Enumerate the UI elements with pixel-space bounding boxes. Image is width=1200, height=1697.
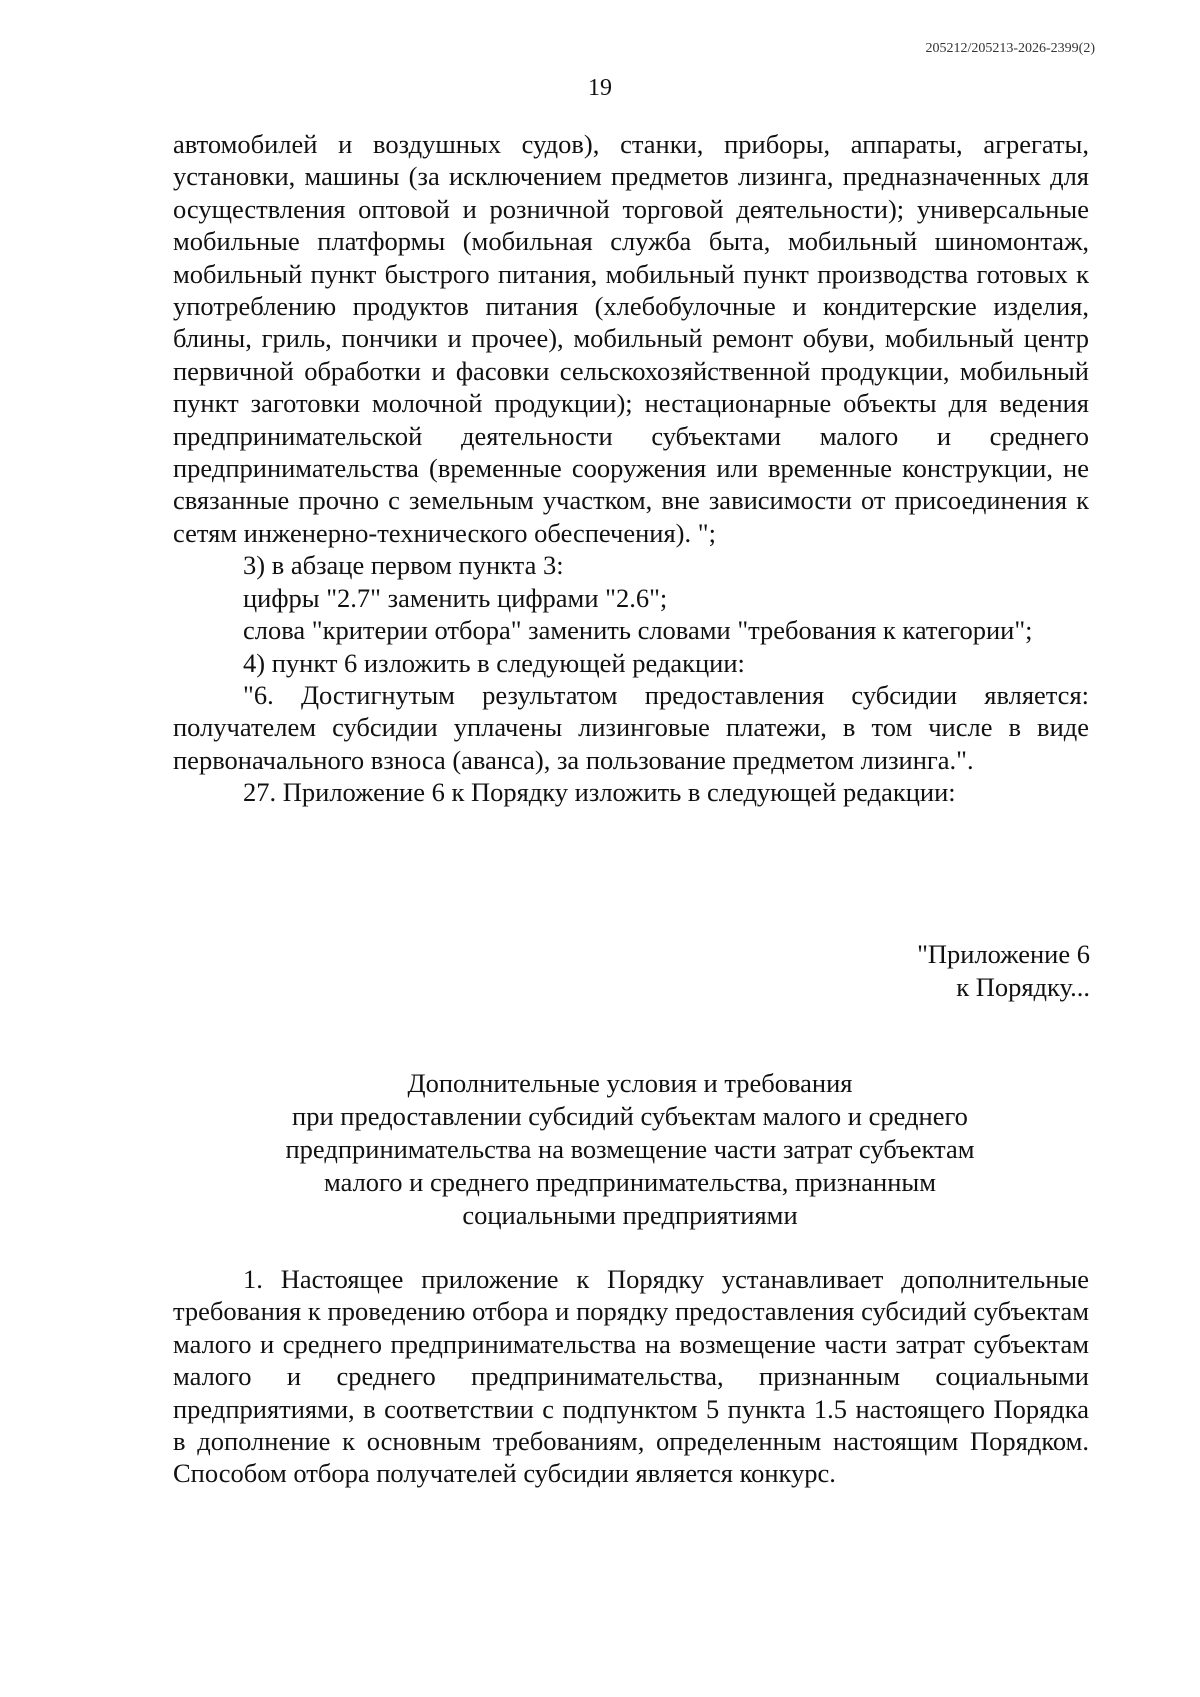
paragraph-continuation: автомобилей и воздушных судов), станки, приборы, аппараты, агрегаты, установки, машины (за исключением предметов лизинга, предназначенных для осуществления оптовой и розничной торговой деятельности); универсальные мобильные платформы (мобильная служба быта, мобильный шиномонтаж, мобильный пункт быстрого питания, мобильный пункт производства готовых к употреблению продуктов питания (хлебобулочные и кондитерские изделия, блины, гриль, пончики и прочее), мобильный ремонт обуви, мобильный центр первичной обработки и фасовки сельскохозяйственной продукции, мобильный пункт заготовки молочной продукции); нестационарные объекты для ведения предпринимательской деятельности субъектами малого и среднего предпринимательства (временные сооружения или временные конструкции, не связанные прочно с земельным участком, вне зависимости от присоединения к сетям инженерно-технического обеспечения). "; <box>173 129 1089 548</box>
paragraph-result: "6. Достигнутым результатом предоставления субсидии является: получателем субсидии уплачены лизинговые платежи, в том числе в виде первоначального взноса (аванса), за пользование предметом лизинга.". <box>173 679 1089 775</box>
appendix-title-line: при предоставлении субсидий субъектам малого и среднего <box>292 1101 968 1131</box>
page-number: 19 <box>588 75 612 101</box>
appendix-reference-line: к Порядку... <box>956 972 1090 1002</box>
document-code: 205212/205213-2026-2399(2) <box>925 41 1095 56</box>
appendix-title-line: социальными предприятиями <box>462 1200 798 1230</box>
appendix-title <box>200 1067 1060 1232</box>
appendix-title-line: Дополнительные условия и требования <box>407 1068 853 1098</box>
paragraph-words-change: слова "критерии отбора" заменить словами "требования к категории"; <box>243 615 1033 646</box>
paragraph-item-27: 27. Приложение 6 к Порядку изложить в следующей редакции: <box>243 777 956 808</box>
appendix-reference-line: "Приложение 6 <box>917 939 1090 969</box>
appendix-title-line: малого и среднего предпринимательства, признанным <box>324 1167 936 1197</box>
paragraph-digits-change: цифры "2.7" заменить цифрами "2.6"; <box>243 582 668 613</box>
paragraph-item-4: 4) пункт 6 изложить в следующей редакции: <box>243 647 745 678</box>
appendix-item-1: 1. Настоящее приложение к Порядку устанавливает дополнительные требования к проведению отбора и порядку предоставления субсидий субъектам малого и среднего предпринимательства на возмещение части затрат субъектам малого и среднего предпринимательства, признанным социальными предприятиями, в соответствии с подпунктом 5 пункта 1.5 настоящего Порядка в дополнение к основным требованиям, определенным настоящим Порядком. Способом отбора получателей субсидии является конкурс. <box>173 1264 1089 1489</box>
paragraph-item-3: 3) в абзаце первом пункта 3: <box>243 550 564 581</box>
appendix-reference <box>917 938 1090 1004</box>
body-text <box>173 128 1089 809</box>
appendix-body <box>173 1263 1089 1490</box>
appendix-title-line: предпринимательства на возмещение части затрат субъектам <box>285 1134 975 1164</box>
